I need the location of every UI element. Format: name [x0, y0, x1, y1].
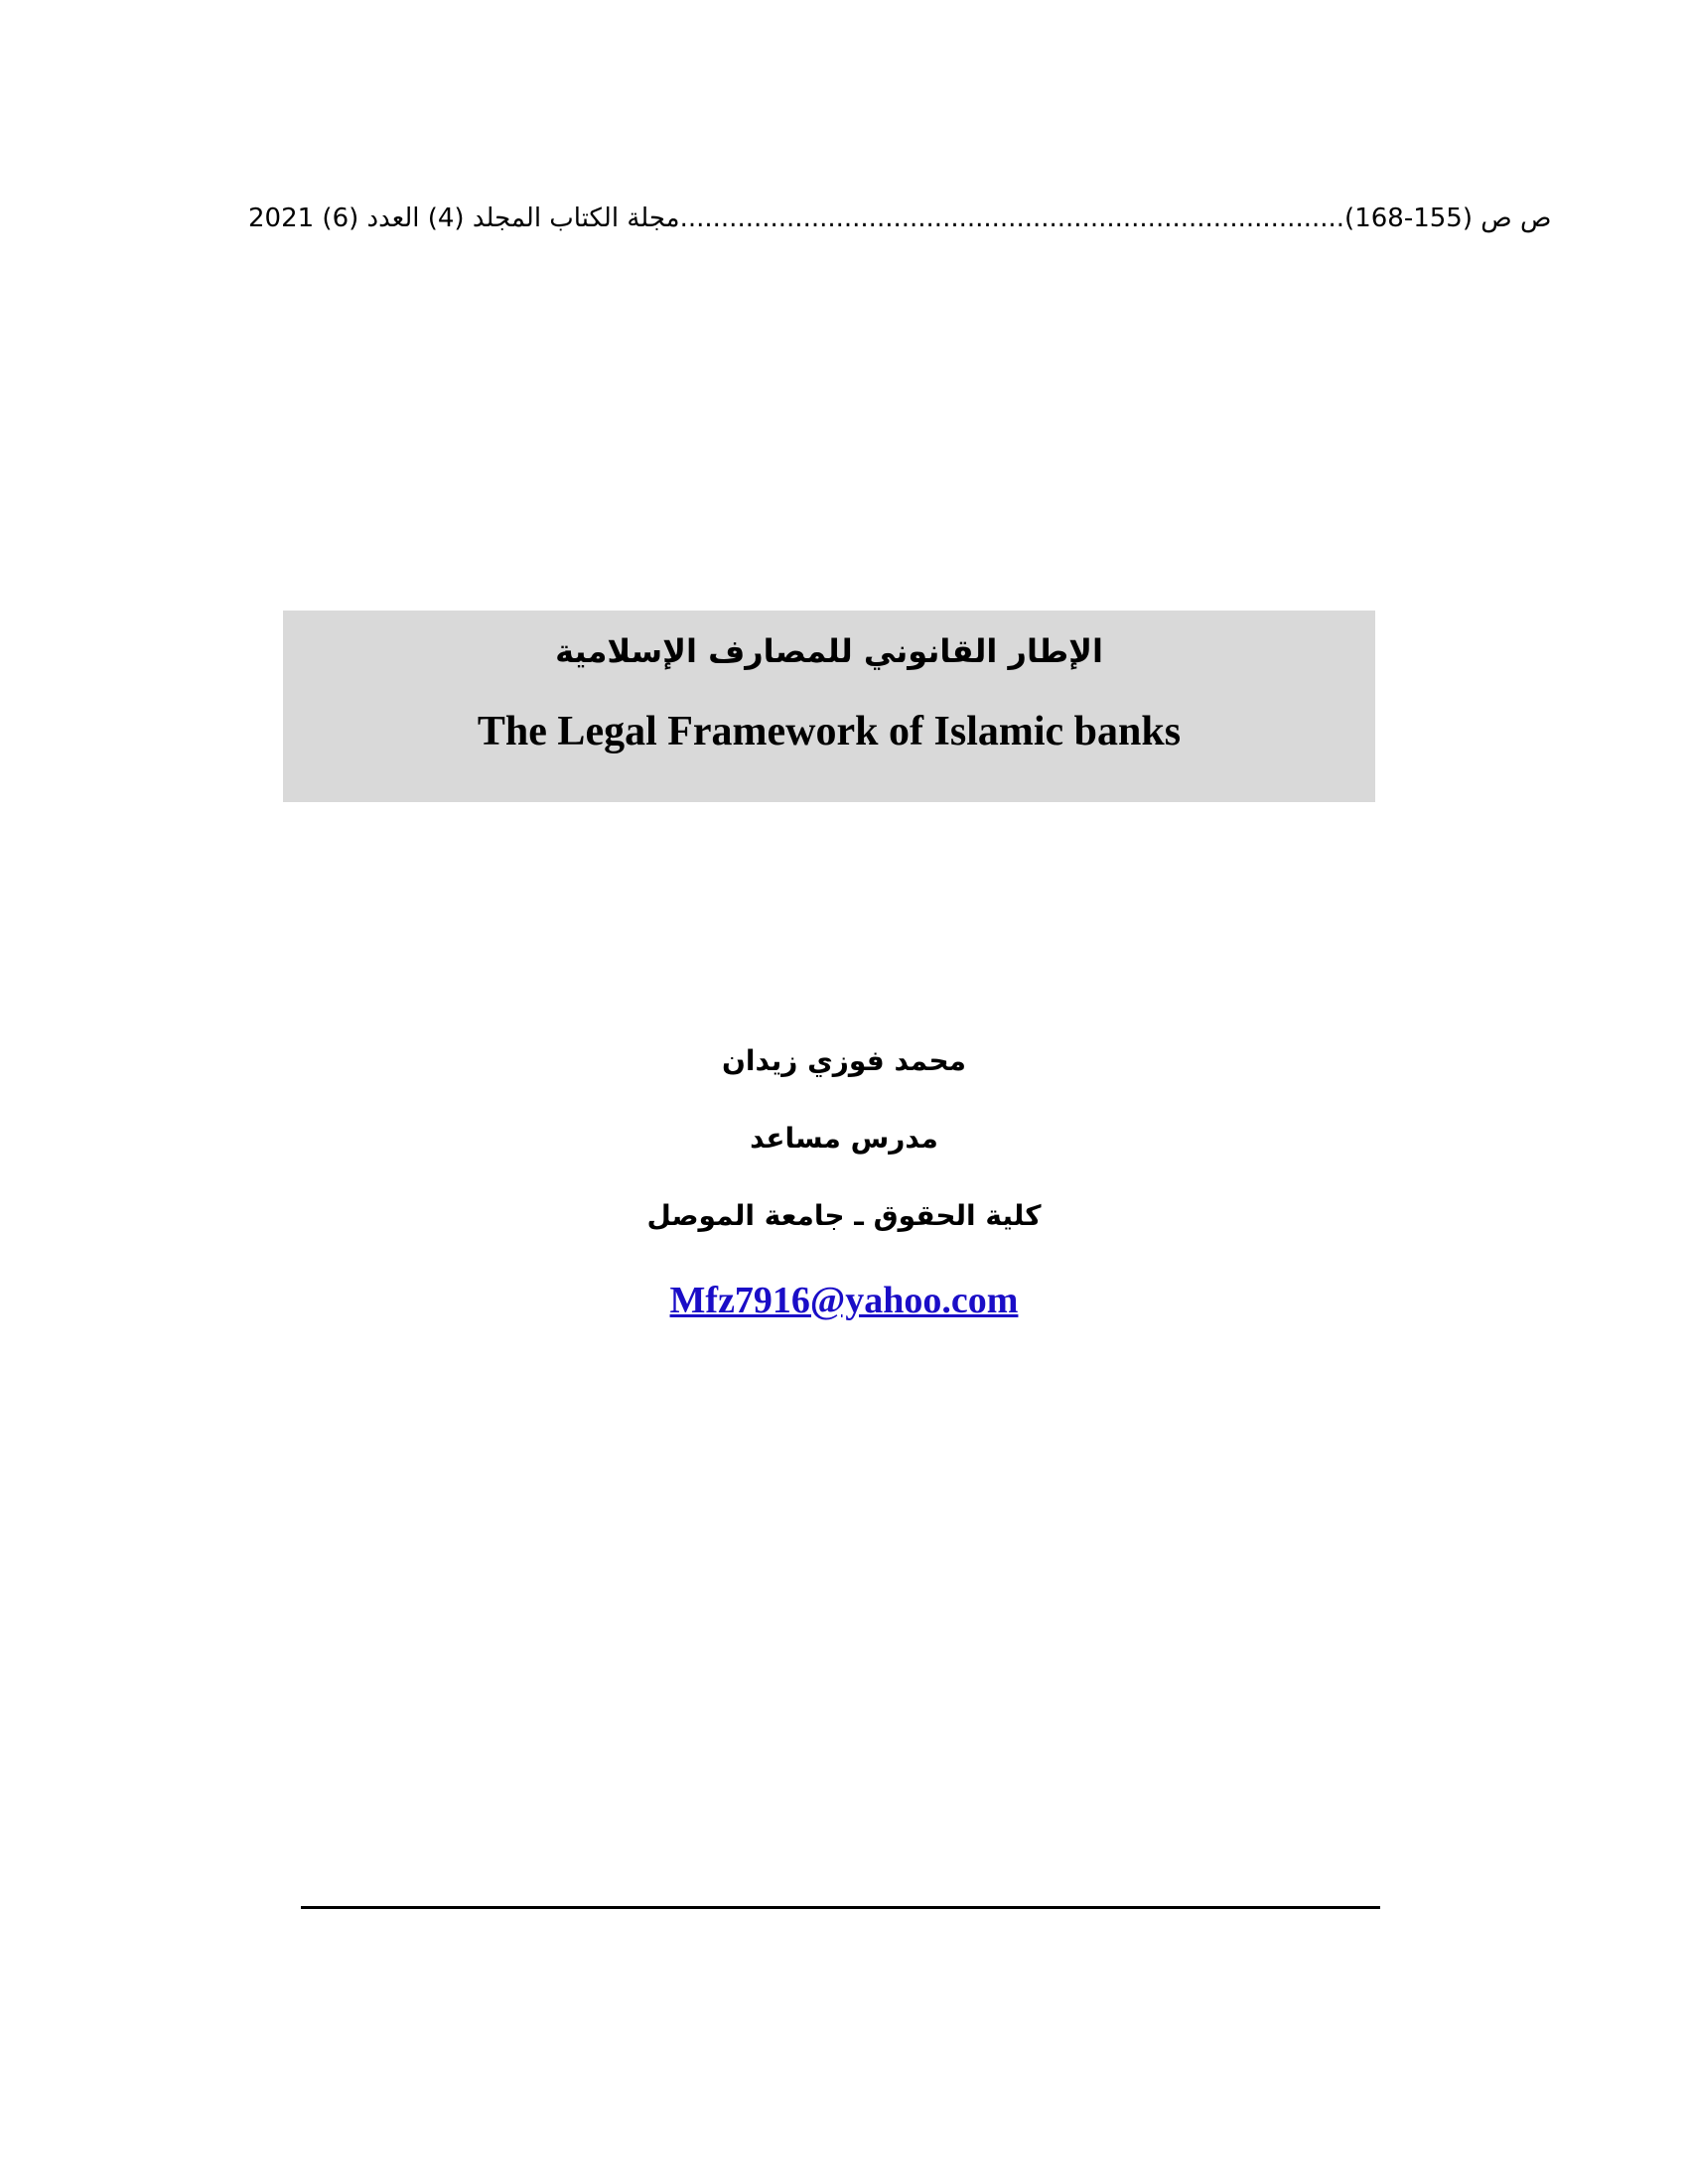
journal-info: مجلة الكتاب المجلد (4) العدد (6) 2021 — [248, 204, 680, 233]
title-box — [283, 611, 1375, 802]
author-affiliation: كلية الحقوق ـ جامعة الموصل — [646, 1199, 1042, 1232]
footnote-separator — [301, 1906, 1380, 1909]
title-english: The Legal Framework of Islamic banks — [477, 709, 1182, 754]
page-range-info: ص ص (155-168)................................................................................. — [679, 204, 1552, 233]
author-email — [0, 1279, 1688, 1322]
email-link[interactable]: Mfz7916@yahoo.com — [669, 1280, 1019, 1321]
running-header — [248, 199, 1552, 238]
author-position: مدرس مساعد — [750, 1122, 938, 1155]
title-arabic: الإطار القانوني للمصارف الإسلامية — [555, 632, 1103, 670]
author-name: محمد فوزي زيدان — [722, 1044, 966, 1077]
